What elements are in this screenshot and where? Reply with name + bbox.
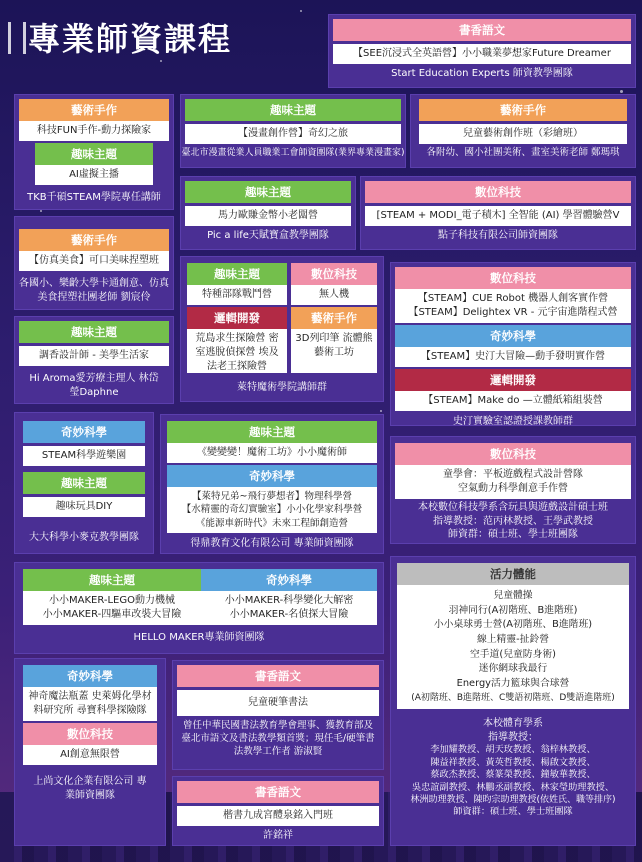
teacher-team: 大大科學小麥克教學團隊: [29, 532, 139, 543]
course-item: [STEAM + MODI_電子積木] 全智能 (AI) 學習體驗營V: [365, 206, 631, 226]
teacher-team: 曾任中華民國書法教育學會理事、獲教育部及臺北市語文及書法教學類首獎；現任毛/硬筆書法教學工作者 游淑賢: [181, 720, 375, 757]
category-label: 邏輯開發: [395, 369, 631, 391]
course-item: 【仿真美食】可口美味捏塑班: [19, 251, 169, 271]
category-label: 趣味主題: [23, 472, 145, 494]
course-block-calligraphy-pen: [172, 660, 384, 770]
course-item: 小小桌球勇士營(A初階班、B進階班): [433, 619, 593, 631]
course-item: 小小MAKER-科學變化大解密: [224, 595, 354, 606]
course-item: 【漫畫創作營】奇幻之旅: [185, 124, 401, 144]
category-label: 趣味主題: [19, 321, 169, 343]
category-label: 數位科技: [23, 723, 157, 745]
category-label: 邏輯開發: [187, 307, 287, 329]
course-item: 3D列印筆 流體熊藝術工坊: [291, 329, 377, 373]
course-item: STEAM科學遊樂園: [23, 446, 145, 466]
category-label: 書香語文: [177, 781, 379, 803]
course-item: 小小MAKER-四驅車改裝大冒險: [42, 609, 182, 620]
course-block-see-english: [328, 14, 636, 88]
category-label: 趣味主題: [23, 569, 201, 591]
course-item: 《能源車新時代》未來工程師創造營: [167, 517, 377, 533]
course-item: Energy活力籃球與合球營: [456, 678, 570, 690]
course-item: 【SEE沉浸式全英語營】小小職業夢想家Future Dreamer: [333, 44, 631, 64]
teacher-team: 得鼎教育文化有限公司 專業師資團隊: [190, 537, 354, 549]
course-block-wright-magic: [180, 256, 384, 402]
category-label: 書香語文: [333, 19, 631, 41]
category-label: 趣味主題: [187, 263, 287, 285]
category-label: 趣味主題: [167, 421, 377, 443]
category-label: 書香語文: [177, 665, 379, 687]
course-item: 馬力歐賺金幣小老闆營: [185, 206, 351, 226]
page-title: 專業師資課程: [28, 20, 233, 58]
category-label: 奇妙科學: [167, 465, 377, 487]
course-item: 羽神同行(A初階班、B進階班): [448, 604, 578, 616]
course-item: 兒童體操: [493, 590, 533, 601]
course-block-comic: [180, 94, 406, 168]
category-label: 藝術手作: [19, 99, 169, 121]
category-label: 趣味主題: [185, 181, 351, 203]
teacher-team: 點子科技有限公司師資團隊: [438, 230, 558, 241]
category-label: 趣味主題: [35, 143, 153, 165]
course-item: 【萊特兄弟~飛行夢想者】物理科學營: [167, 487, 377, 503]
course-block-shangshang: [14, 658, 166, 846]
course-block-steam-lab: [390, 262, 636, 426]
course-block-art-painting: [410, 94, 636, 168]
course-block-food-clay: [14, 216, 174, 310]
course-item: 神奇魔法瓶蓋 史萊姆化學材料研究所 尋寶科學探險隊: [23, 687, 157, 721]
teacher-team: 各附幼、國小社團美術、畫室美術老師 鄭瑪琪: [426, 147, 620, 158]
category-label: 奇妙科學: [395, 325, 631, 347]
teacher-team: 林洲助理教授、陳昀宗助理教授(依姓氏、職等排序): [410, 795, 616, 805]
course-item: 【水精靈的奇幻實驗室】小小化學家科學營: [167, 503, 377, 516]
teacher-team: 萊特魔術學院講師群: [237, 382, 327, 393]
category-label: 數位科技: [395, 267, 631, 289]
category-label: 奇妙科學: [23, 421, 145, 443]
course-item: 兒童藝術創作班（彩繪班）: [419, 124, 627, 144]
teacher-team: 本校體育學系: [483, 718, 543, 730]
teacher-team: Start Education Experts 師資教學團隊: [391, 68, 573, 79]
course-item: 【STEAM】Delightex VR - 元宇宙進階程式營: [395, 306, 631, 323]
teacher-team: 臺北市漫畫從業人員職業工會師資團隊(業界專業漫畫家): [181, 148, 405, 158]
teacher-team: 指導教授：范丙林教授、王學武教授: [433, 515, 593, 527]
course-block-deding: [160, 414, 384, 554]
category-label: 藝術手作: [291, 307, 377, 329]
category-label: 奇妙科學: [201, 569, 377, 591]
teacher-team: HELLO MAKER專業師資團隊: [133, 632, 265, 643]
category-label: 數位科技: [291, 263, 377, 285]
course-item: 特種部隊戰鬥營: [187, 285, 287, 305]
course-item: 《變變變！魔術工坊》小小魔術師: [167, 443, 377, 463]
course-item: AI虛擬主播: [35, 165, 153, 185]
teacher-team: 史汀實驗室認證授課教師群: [453, 416, 573, 427]
course-item: 空氣動力科學創意手作營: [395, 482, 631, 499]
course-block-big-science: [14, 412, 154, 554]
teacher-team: 許銘祥: [263, 830, 293, 841]
course-block-aroma: [14, 316, 174, 404]
category-label: 奇妙科學: [23, 665, 157, 687]
course-item: 空手道(兒童防身術): [469, 648, 557, 660]
teacher-team: 上尚文化企業有限公司 專業師資團隊: [33, 776, 147, 801]
course-block-modi: [360, 176, 636, 250]
course-item: 科技FUN手作-動力探險家: [19, 121, 169, 141]
course-block-hello-maker: [14, 562, 384, 654]
course-item: AI創意無限營: [23, 745, 157, 765]
teacher-team: 陳益祥教授、黃英哲教授、楊啟文教授、: [430, 756, 596, 768]
course-item: 兒童硬筆書法: [177, 690, 379, 716]
course-block-digital-tech-dept: [390, 436, 636, 544]
course-item: 荒島求生探險營 密室逃脫偵探營 埃及法老王探險營: [187, 329, 287, 373]
course-item: (A初階班、B進階班、C雙語初階班、D雙語進階班): [411, 692, 615, 703]
course-item: 迷你網球我最行: [478, 663, 548, 675]
course-item: 【STEAM】Make do —立體紙箱組裝營: [395, 391, 631, 411]
teacher-team: TKB千碩STEAM學院專任講師: [27, 192, 161, 203]
course-block-tkb: [14, 94, 174, 210]
course-block-calligraphy-kaishu: [172, 776, 384, 846]
category-label: 活力體能: [397, 563, 629, 585]
teacher-team: 師資群：碩士班、學士班團隊: [453, 806, 573, 818]
course-item: 【STEAM】CUE Robot 機器人創客實作營: [395, 289, 631, 306]
course-item: 調香設計師 - 美學生活家: [19, 346, 169, 366]
course-item: 小小MAKER-名偵探大冒險: [229, 609, 349, 620]
course-item: 【STEAM】史汀大冒險—動手發明實作營: [395, 347, 631, 367]
course-item-list: [201, 591, 377, 625]
teacher-team: 師資群：碩士班、學士班團隊: [448, 529, 578, 540]
teacher-team: 吳忠誼副教授、林鵬丞副教授、林家瑩助理教授、: [411, 781, 615, 793]
course-item-list: [23, 591, 201, 625]
course-item: 趣味玩具DIY: [23, 497, 145, 517]
course-item-list: [397, 585, 629, 709]
category-label: 趣味主題: [185, 99, 401, 121]
course-item: 線上精靈-扯鈴營: [476, 634, 550, 646]
category-label: 藝術手作: [419, 99, 627, 121]
course-item: 童學會：平板遊戲程式設計營隊: [395, 465, 631, 482]
course-item: 楷書九成宮醴泉銘入門班: [177, 806, 379, 826]
course-item: 小小MAKER-LEGO動力機械: [48, 595, 175, 606]
category-label: 數位科技: [395, 443, 631, 465]
category-label: 藝術手作: [19, 229, 169, 251]
teacher-team: Hi Aroma愛芳療主理人 林岱瑩Daphne: [29, 373, 159, 398]
teacher-team: 李加耀教授、胡天玫教授、翁梓林教授、: [430, 744, 596, 756]
teacher-team: 本校數位科技學系含玩具與遊戲設計碩士班: [418, 502, 608, 513]
teacher-team: 各國小、樂齡大學卡通創意、仿真美食捏塑社團老師 劉宸伶: [19, 278, 169, 303]
category-label: 數位科技: [365, 181, 631, 203]
course-block-sports: [390, 556, 636, 846]
course-block-mario: [180, 176, 356, 250]
course-item: 無人機: [291, 285, 377, 305]
teacher-team: 蔡政杰教授、蔡篆榮教授、鐘敏華教授、: [430, 769, 596, 781]
title-decoration: [8, 22, 26, 54]
teacher-team: Pic a life天賦寶盒教學團隊: [207, 230, 329, 241]
teacher-team: 指導教授：: [488, 731, 538, 743]
